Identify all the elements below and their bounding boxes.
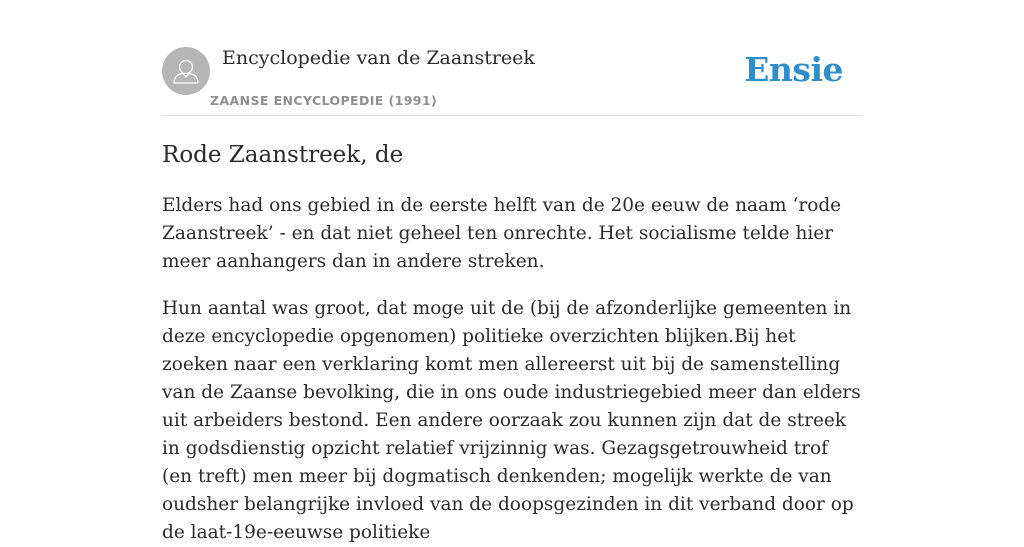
source-avatar[interactable]	[162, 47, 210, 95]
header-divider	[162, 115, 862, 116]
article-title: Rode Zaanstreek, de	[162, 142, 404, 168]
article	[162, 140, 862, 547]
source-header	[162, 46, 862, 116]
article-paragraph-2: Hun aantal was groot, dat moge uit de (bij de afzonderlijke gemeenten in deze encyclopedie opgenomen) politieke overzichten blijken.Bij het zoeken naar een verklaring komt men allereerst uit bij de samenstelling van de Zaanse bevolking, die in ons oude industriegebied meer dan elders uit arbeiders bestond. Een andere oorzaak zou kunnen zijn dat de streek in godsdienstig opzicht relatief vrijzinnig was. Gezagsgetrouwheid trof (en treft) men meer bij dogmatisch denkenden; mogelijk werkte de van oudsher belangrijke invloed van de doopsgezinden in dit verband door op de laat-19e-eeuwse politieke	[162, 298, 861, 543]
source-subtitle: ZAANSE ENCYCLOPEDIE (1991)	[210, 93, 438, 108]
ensie-logo-link[interactable]: Ensie	[744, 50, 843, 89]
source-title-link[interactable]: Encyclopedie van de Zaanstreek	[222, 47, 535, 69]
user-silhouette-icon	[162, 47, 210, 95]
article-paragraph-1: Elders had ons gebied in de eerste helft van de 20e eeuw de naam ‘rode Zaanstreek’ - en dat niet geheel ten onrechte. Het socialisme telde hier meer aanhangers dan in andere streken.	[162, 195, 842, 272]
